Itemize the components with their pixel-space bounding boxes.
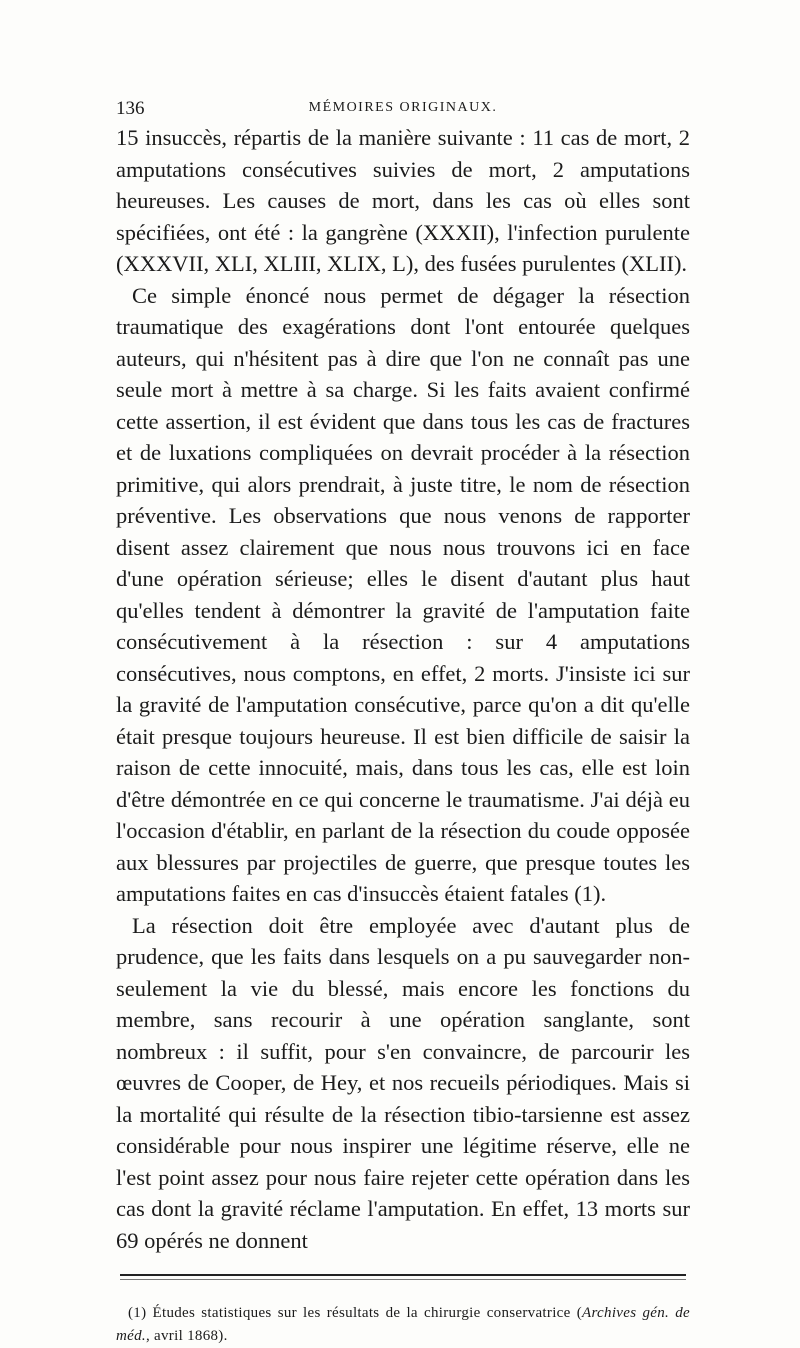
footnote-separator-thin <box>120 1279 686 1280</box>
paragraph-2: Ce simple énoncé nous permet de dégager la résection traumatique des exagérations dont l'ont entourée quelques auteurs, qui n'hésitent pas à dire que l'on ne connaît pas une seule mort à mettre à sa charge. Si les faits avaient confirmé cette assertion, il est évident que dans tous les cas de fractures et de luxations compliquées on devrait procéder à la résection primitive, qui alors prendrait, à juste titre, le nom de résection préventive. Les observations que nous venons de rapporter disent assez clairement que nous nous trouvons ici en face d'une opération sérieuse; elles le disent d'autant plus haut qu'elles tendent à démontrer la gravité de l'amputation faite consécutivement à la résection : sur 4 amputations consécutives, nous comptons, en effet, 2 morts. J'insiste ici sur la gravité de l'amputation consécutive, parce qu'on a dit qu'elle était presque toujours heureuse. Il est bien difficile de saisir la raison de cette innocuité, mais, dans tous les cas, elle est loin d'être démontrée en ce qui concerne le traumatisme. J'ai déjà eu l'occasion d'établir, en parlant de la résection du coude opposée aux blessures par projectiles de guerre, que presque toutes les amputations faites en cas d'insuccès étaient fatales (1). <box>116 282 690 906</box>
footnote-citation: Archives gén. de méd. <box>116 1305 690 1344</box>
footnote-separator <box>120 1274 686 1276</box>
footnote-text: Études statistiques sur les résultats de la chirurgie conservatrice <box>152 1305 571 1321</box>
body-text <box>116 122 690 1256</box>
running-head <box>116 96 690 122</box>
footnote: (1) Études statistiques sur les résultats de la chirurgie conservatrice (Archives gén. de méd., avril 1868). <box>116 1305 690 1344</box>
paragraph-1: 15 insuccès, répartis de la manière suivante : 11 cas de mort, 2 amputations consécutives suivies de mort, 2 amputations heureuses. Les causes de mort, dans les cas où elles sont spécifiées, ont été : la gangrène (XXXII), l'infection purulente (XXXVII, XLI, XLIII, XLIX, L), des fusées purulentes (XLII). <box>116 125 690 276</box>
footnote-marker: (1) <box>128 1305 147 1321</box>
footnote-date: , avril 1868). <box>145 1328 228 1344</box>
document-page <box>116 96 690 1348</box>
paragraph-3: La résection doit être employée avec d'autant plus de prudence, que les faits dans lesquels on a pu sauvegarder non-seulement la vie du blessé, mais encore les fonctions du membre, sans recourir à une opération sanglante, sont nombreux : il suffit, pour s'en convaincre, de parcourir les œuvres de Cooper, de Hey, et nos recueils périodiques. Mais si la mortalité qui résulte de la résection tibio-tarsienne est assez considérable pour nous inspirer une légitime réserve, elle ne l'est point assez pour nous faire rejeter cette opération dans les cas dont la gravité réclame l'amputation. En effet, 13 morts sur 69 opérés ne donnent <box>116 912 690 1253</box>
page-number: 136 <box>116 98 145 119</box>
running-head-title: MÉMOIRES ORIGINAUX. <box>308 100 498 115</box>
